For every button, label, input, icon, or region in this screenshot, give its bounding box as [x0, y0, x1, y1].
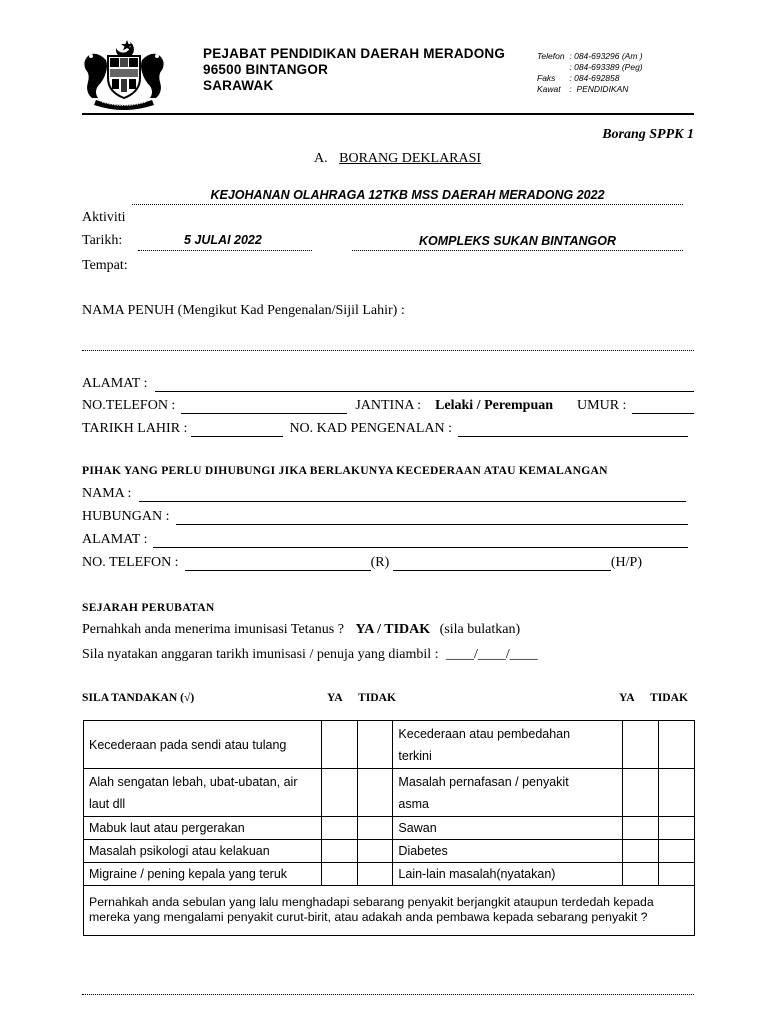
telefon-row: [82, 398, 694, 414]
tidak-checkbox[interactable]: [357, 863, 393, 886]
tidak-checkbox[interactable]: [659, 863, 695, 886]
em-hubungan-field[interactable]: [176, 511, 689, 525]
tetanus-row: [82, 622, 520, 638]
kawat-label: Kawat: [537, 84, 561, 94]
condition-left: Migraine / pening kepala yang teruk: [84, 863, 322, 886]
tidak-checkbox[interactable]: [659, 840, 695, 863]
tarikh-field[interactable]: [138, 232, 312, 251]
ya-header-right: YA: [619, 691, 635, 704]
condition-right: Masalah pernafasan / penyakit asma: [393, 769, 623, 817]
lahir-kp-row: [82, 421, 688, 437]
tempat-label: Tempat:: [82, 258, 128, 273]
em-nama-field[interactable]: [139, 488, 686, 502]
bottom-dotted-line: [82, 978, 694, 995]
form-code: Borang SPPK 1: [602, 127, 694, 142]
umur-label: UMUR :: [577, 398, 627, 413]
condition-right: Lain-lain masalah(nyatakan): [393, 863, 623, 886]
em-nama-label: NAMA :: [82, 486, 132, 501]
final-question: Pernahkah anda sebulan yang lalu menghadapi sebarang penyakit berjangkit ataupun terdedah kepada mereka yang mengalami penyakit curut-birit, atau adakah anda pembawa kepada sebarang penyakit ?: [84, 886, 695, 936]
tel-label: Telefon: [537, 51, 565, 61]
jantina-options[interactable]: Lelaki / Perempuan: [435, 398, 554, 413]
section-title-text: BORANG DEKLARASI: [339, 151, 482, 166]
em-hubungan-row: [82, 509, 688, 525]
em-alamat-row: [82, 532, 688, 548]
condition-left: Alah sengatan lebah, ubat-ubatan, air laut dll: [84, 769, 322, 817]
ya-checkbox[interactable]: [623, 721, 659, 769]
table-row: [84, 817, 695, 840]
tidak-checkbox[interactable]: [659, 721, 695, 769]
medical-heading: SEJARAH PERUBATAN: [82, 601, 215, 614]
em-telefon-r-suffix: (R): [370, 555, 390, 570]
imunisasi-date-blank[interactable]: ____/____/____: [446, 647, 538, 662]
alamat-field[interactable]: [155, 378, 694, 392]
em-telefon-label: NO. TELEFON :: [82, 555, 179, 570]
em-telefon-hp-field[interactable]: [393, 557, 611, 571]
em-telefon-r-field[interactable]: [185, 557, 371, 571]
em-telefon-row: [82, 555, 642, 571]
no-telefon-field[interactable]: [181, 400, 347, 414]
checklist-heading: SILA TANDAKAN (√): [82, 691, 195, 704]
em-telefon-hp-suffix: (H/P): [610, 555, 642, 570]
tidak-checkbox[interactable]: [357, 721, 393, 769]
no-kp-label: NO. KAD PENGENALAN :: [289, 421, 452, 436]
tidak-checkbox[interactable]: [659, 769, 695, 817]
fax: : 084-692858: [569, 73, 620, 83]
condition-left: Kecederaan pada sendi atau tulang: [84, 721, 322, 769]
no-kp-field[interactable]: [458, 423, 688, 437]
table-row: [84, 863, 695, 886]
ya-checkbox[interactable]: [321, 721, 357, 769]
tarikh-lahir-field[interactable]: [191, 423, 283, 437]
emergency-heading: PIHAK YANG PERLU DIHUBUNGI JIKA BERLAKUNYA KECEDERAAN ATAU KEMALANGAN: [82, 464, 608, 477]
table-row: [84, 721, 695, 769]
ya-checkbox[interactable]: [321, 840, 357, 863]
imunisasi-row: [82, 647, 538, 663]
contact-block: [537, 51, 643, 95]
tarikh-value: 5 JULAI 2022: [184, 233, 262, 247]
em-alamat-label: ALAMAT :: [82, 532, 148, 547]
tidak-checkbox[interactable]: [357, 769, 393, 817]
ya-checkbox[interactable]: [321, 863, 357, 886]
venue-field[interactable]: [352, 232, 683, 251]
section-title: [314, 151, 481, 167]
em-hubungan-label: HUBUNGAN :: [82, 509, 170, 524]
fax-label: Faks: [537, 73, 556, 83]
tetanus-options[interactable]: YA / TIDAK: [355, 622, 431, 637]
tarikh-lahir-label: TARIKH LAHIR :: [82, 421, 188, 436]
condition-left: Mabuk laut atau pergerakan: [84, 817, 322, 840]
section-letter: A.: [314, 151, 328, 166]
table-row: [84, 886, 695, 936]
condition-right: Diabetes: [393, 840, 623, 863]
checklist-table: [83, 720, 695, 936]
condition-right: Kecederaan atau pembedahan terkini: [393, 721, 623, 769]
event-line: [132, 186, 683, 205]
tidak-header-right: TIDAK: [650, 691, 689, 704]
imunisasi-prompt: Sila nyatakan anggaran tarikh imunisasi / penuja yang diambil :: [82, 647, 439, 662]
org-state: SARAWAK: [203, 78, 274, 93]
coat-of-arms-icon: [80, 38, 168, 110]
ya-header-left: YA: [327, 691, 343, 704]
event-name: KEJOHANAN OLAHRAGA 12TKB MSS DAERAH MERADONG 2022: [210, 188, 605, 202]
condition-left: Masalah psikologi atau kelakuan: [84, 840, 322, 863]
table-row: [84, 840, 695, 863]
org-address: [203, 46, 505, 94]
tel-2: : 084-693389 (Peg): [569, 62, 643, 72]
em-nama-row: [82, 486, 686, 502]
ya-checkbox[interactable]: [623, 817, 659, 840]
tidak-checkbox[interactable]: [357, 840, 393, 863]
tidak-header-left: TIDAK: [358, 691, 397, 704]
org-postcode-town: 96500 BINTANGOR: [203, 62, 329, 77]
ya-checkbox[interactable]: [321, 817, 357, 840]
ya-checkbox[interactable]: [623, 840, 659, 863]
condition-right: Sawan: [393, 817, 623, 840]
table-row: [84, 769, 695, 817]
alamat-label: ALAMAT :: [82, 376, 148, 391]
tidak-checkbox[interactable]: [357, 817, 393, 840]
tetanus-question: Pernahkah anda menerima imunisasi Tetanus ?: [82, 622, 344, 637]
tidak-checkbox[interactable]: [659, 817, 695, 840]
no-telefon-label: NO.TELEFON :: [82, 398, 176, 413]
kawat: : PENDIDIKAN: [569, 84, 629, 94]
tarikh-label: Tarikh:: [82, 233, 123, 248]
ya-checkbox[interactable]: [623, 863, 659, 886]
ya-checkbox[interactable]: [321, 769, 357, 817]
tetanus-note: (sila bulatkan): [439, 622, 521, 637]
tel-1: : 084-693296 (Am ): [569, 51, 643, 61]
jantina-label: JANTINA :: [355, 398, 422, 413]
umur-field[interactable]: [632, 400, 694, 414]
ya-checkbox[interactable]: [623, 769, 659, 817]
org-name: PEJABAT PENDIDIKAN DAERAH MERADONG: [203, 46, 506, 61]
venue-value: KOMPLEKS SUKAN BINTANGOR: [419, 234, 616, 248]
nama-penuh-label: NAMA PENUH (Mengikut Kad Pengenalan/Sijil Lahir) :: [82, 303, 405, 318]
header-rule: [82, 113, 694, 115]
aktiviti-label: Aktiviti: [82, 210, 126, 225]
nama-penuh-field[interactable]: [82, 334, 694, 351]
alamat-row: [82, 376, 694, 392]
em-alamat-field[interactable]: [153, 534, 688, 548]
